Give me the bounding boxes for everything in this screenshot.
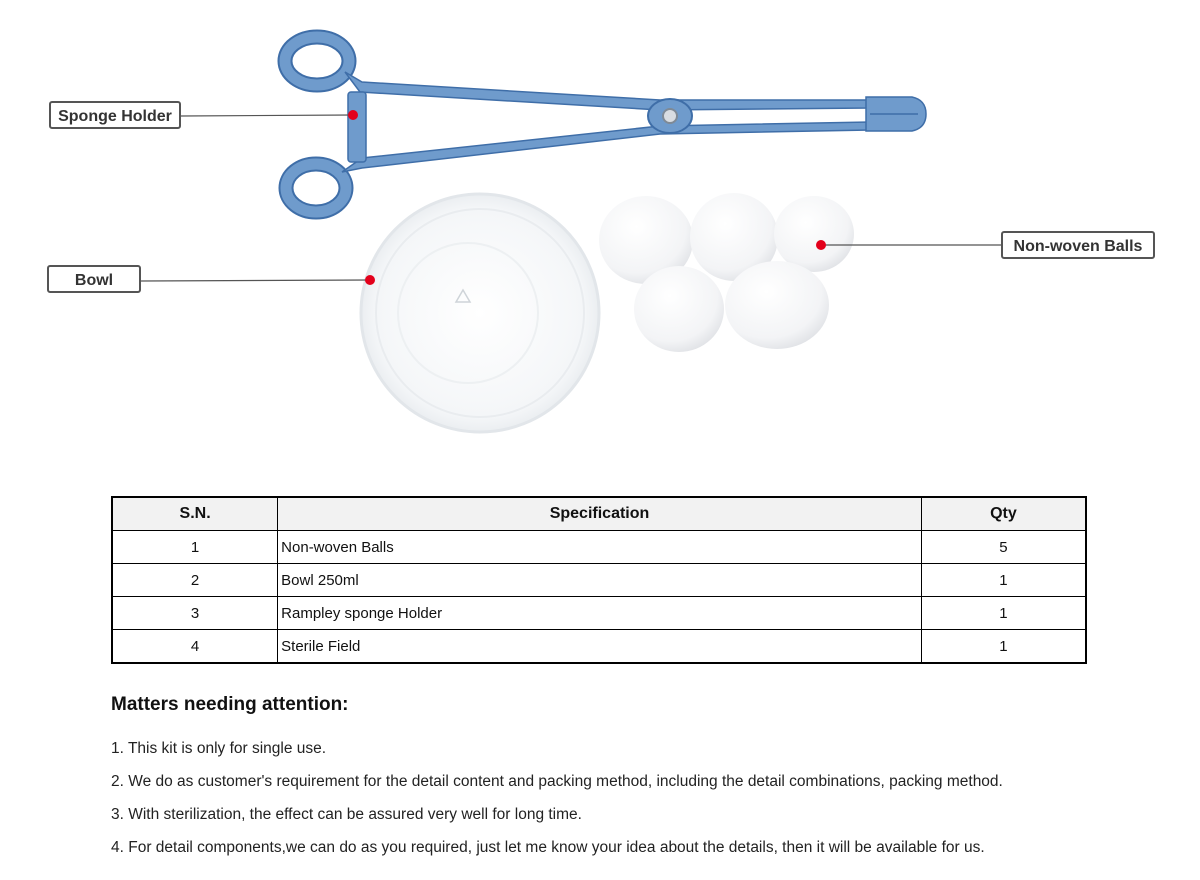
header-specification: Specification: [278, 497, 922, 531]
attention-item: 3. With sterilization, the effect can be assured very well for long time.: [111, 806, 582, 823]
cell-specification: Rampley sponge Holder: [278, 597, 922, 630]
bowl-image: [361, 194, 599, 432]
cell-sn: 3: [112, 597, 278, 630]
header-sn: S.N.: [112, 497, 278, 531]
cell-qty: 1: [921, 597, 1086, 630]
bowl-marker: [365, 275, 375, 285]
attention-title: Matters needing attention:: [111, 694, 349, 715]
attention-item: 1. This kit is only for single use.: [111, 740, 327, 757]
cell-sn: 2: [112, 564, 278, 597]
sponge-holder-label: Sponge Holder: [49, 101, 181, 129]
table-row: [112, 531, 1086, 564]
balls-marker: [816, 240, 826, 250]
non-woven-balls-label: Non-woven Balls: [1001, 231, 1155, 259]
table-header-row: [112, 497, 1086, 531]
cell-specification: Non-woven Balls: [278, 531, 922, 564]
attention-list: [111, 738, 1003, 870]
header-qty: Qty: [921, 497, 1086, 531]
cell-qty: 5: [921, 531, 1086, 564]
sponge-holder-marker: [348, 110, 358, 120]
cell-sn: 1: [112, 531, 278, 564]
table-row: [112, 597, 1086, 630]
bowl-label: Bowl: [47, 265, 141, 293]
attention-item: 4. For detail components,we can do as you required, just let me know your idea about the details, then it will be available for us.: [111, 839, 985, 856]
cell-specification: Bowl 250ml: [278, 564, 922, 597]
cell-sn: 4: [112, 630, 278, 664]
table-row: [112, 630, 1086, 664]
cell-specification: Sterile Field: [278, 630, 922, 664]
cell-qty: 1: [921, 564, 1086, 597]
specification-table: [111, 496, 1087, 664]
attention-item: 2. We do as customer's requirement for the detail content and packing method, including the detail combinations, packing method.: [111, 773, 1003, 790]
cell-qty: 1: [921, 630, 1086, 664]
sponge-holder-image: [285, 37, 926, 212]
table-row: [112, 564, 1086, 597]
non-woven-balls-image: [599, 193, 854, 352]
